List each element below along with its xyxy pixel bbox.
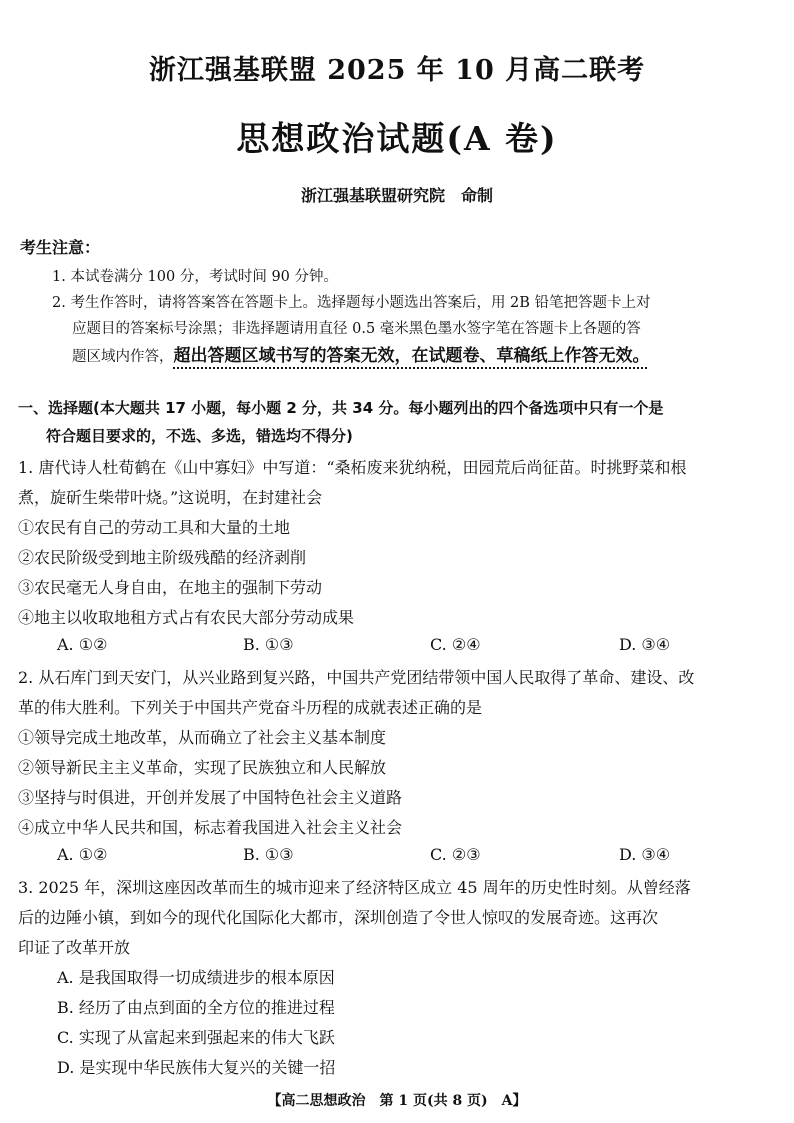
notice-item-1: 1. 本试卷满分 100 分，考试时间 90 分钟。 [52, 269, 339, 285]
notice-heading: 考生注意： [20, 238, 101, 257]
q1-option-a: A. ①② [57, 635, 108, 654]
q2-option-c: C. ②③ [430, 845, 481, 864]
q1-stem-line-2: 煮，旋斫生柴带叶烧。”这说明，在封建社会 [18, 488, 323, 507]
q2-statement-4: ④成立中华人民共和国，标志着我国进入社会主义社会 [18, 818, 403, 837]
q2-option-d: D. ③④ [619, 845, 671, 864]
q1-statement-2: ②农民阶级受到地主阶级残酷的经济剥削 [18, 548, 307, 567]
exam-subject-title: 思想政治试题(A 卷) [236, 119, 558, 158]
q2-option-a: A. ①② [57, 845, 108, 864]
exam-title: 浙江强基联盟 2025 年 10 月高二联考 [148, 55, 646, 86]
section-1-heading: 一、选择题(本大题共 17 小题，每小题 2 分，共 34 分。每小题列出的四个备选项中只有一个是 [18, 399, 664, 417]
q2-statement-3: ③坚持与时俱进，开创并发展了中国特色社会主义道路 [18, 788, 403, 807]
q1-statement-3: ③农民毫无人身自由，在地主的强制下劳动 [18, 578, 323, 597]
q3-option-d: D. 是实现中华民族伟大复兴的关键一招 [57, 1058, 336, 1077]
q3-stem-line-1: 3. 2025 年，深圳这座因改革而生的城市迎来了经济特区成立 45 周年的历史性时刻。从曾经落 [18, 878, 691, 897]
q3-stem-line-2: 后的边陲小镇，到如今的现代化国际化大都市，深圳创造了令世人惊叹的发展奇迹。这再次 [18, 908, 659, 927]
section-1-heading-cont: 符合题目要求的，不选、多选，错选均不得分) [46, 427, 353, 445]
q3-stem-line-3: 印证了改革开放 [18, 938, 131, 957]
q2-option-b: B. ①③ [243, 845, 294, 864]
notice-item-2-line-2: 应题目的答案标号涂黑；非选择题请用直径 0.5 毫米黑色墨水签字笔在答题卡上各题的答 [72, 321, 641, 337]
q2-statement-1: ①领导完成土地改革，从而确立了社会主义基本制度 [18, 728, 387, 747]
q2-statement-2: ②领导新民主主义革命，实现了民族独立和人民解放 [18, 758, 387, 777]
q3-option-a: A. 是我国取得一切成绩进步的根本原因 [57, 968, 335, 987]
q3-option-b: B. 经历了由点到面的全方位的推进过程 [57, 998, 335, 1017]
q3-option-c: C. 实现了从富起来到强起来的伟大飞跃 [57, 1028, 335, 1047]
q2-stem-line-2: 革的伟大胜利。下列关于中国共产党奋斗历程的成就表述正确的是 [18, 698, 483, 717]
q1-option-b: B. ①③ [243, 635, 294, 654]
q1-statement-4: ④地主以收取地租方式占有农民大部分劳动成果 [18, 608, 355, 627]
q1-stem-line-1: 1. 唐代诗人杜荀鹤在《山中寡妇》中写道：“桑柘废来犹纳税，田园荒后尚征苗。时挑野菜和根 [18, 458, 687, 477]
notice-item-2-plain: 题区域内作答， [72, 349, 174, 365]
notice-item-2-emphasis: 超出答题区域书写的答案无效，在试题卷、草稿纸上作答无效。 [173, 346, 650, 366]
page-footer: 【高二思想政治 第 1 页(共 8 页) A】 [267, 1093, 527, 1109]
q2-stem-line-1: 2. 从石库门到天安门，从兴业路到复兴路，中国共产党团结带领中国人民取得了革命、建设、改 [18, 668, 695, 687]
q1-option-c: C. ②④ [430, 635, 481, 654]
exam-byline: 浙江强基联盟研究院 命制 [300, 186, 493, 205]
notice-item-2-line-3 [72, 341, 650, 366]
q1-statement-1: ①农民有自己的劳动工具和大量的土地 [18, 518, 291, 537]
q1-option-d: D. ③④ [619, 635, 671, 654]
notice-item-2-line-1: 2. 考生作答时，请将答案答在答题卡上。选择题每小题选出答案后，用 2B 铅笔把答题卡上对 [52, 295, 651, 311]
